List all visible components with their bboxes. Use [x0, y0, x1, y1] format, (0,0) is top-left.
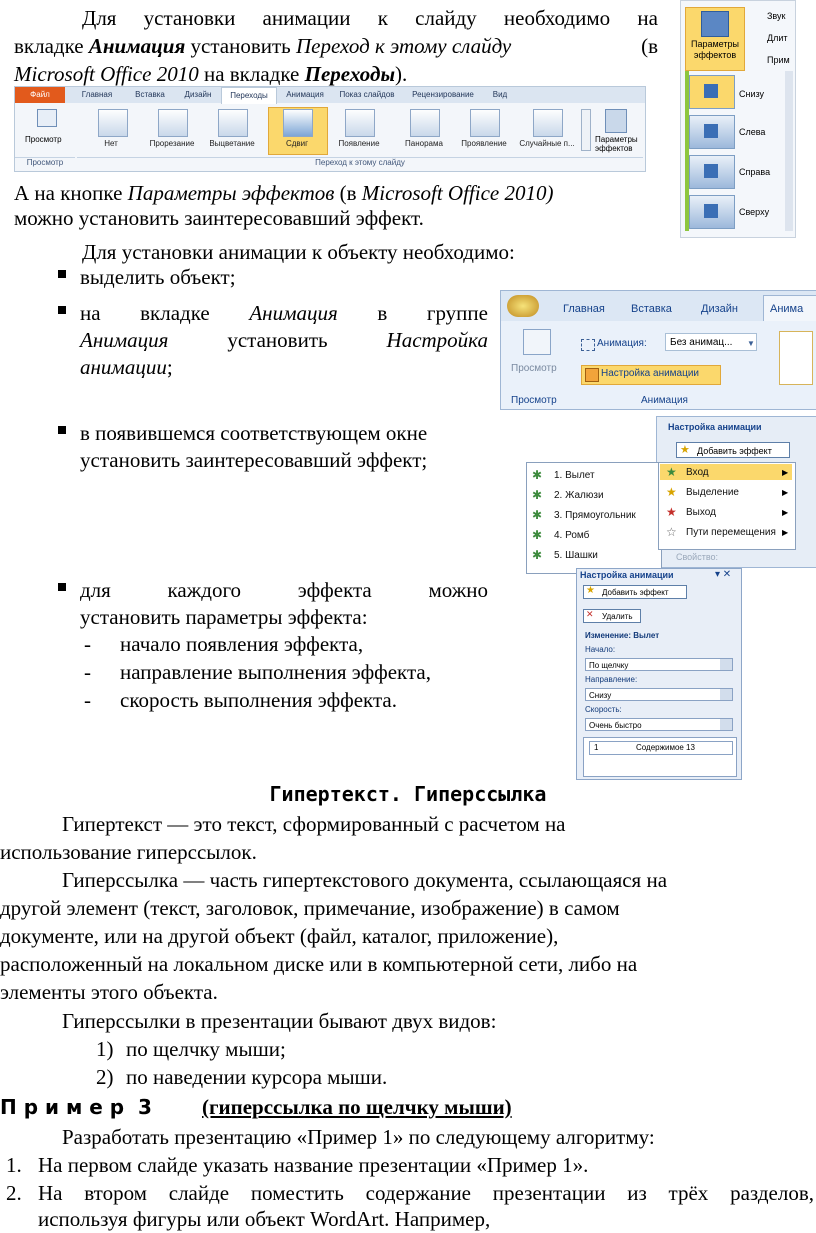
start-value: По щелчку — [589, 661, 629, 670]
add-effect-label: Добавить эффект — [602, 588, 669, 597]
effect-none-label: Нет — [104, 139, 118, 148]
animation-select[interactable] — [665, 333, 757, 351]
start-label: Начало: — [585, 645, 616, 654]
tab-slideshow[interactable]: Показ слайдов — [339, 90, 395, 99]
star-icon: ★ — [666, 485, 677, 499]
chevron-down-icon[interactable]: ▼ — [747, 339, 755, 348]
option-from-top-thumb[interactable] — [689, 195, 735, 229]
animation-label: Анимация: — [597, 338, 647, 349]
param-speed: скорость выполнения эффекта. — [120, 688, 397, 712]
step-2-line1: на вкладке Анимация в группе — [80, 301, 488, 325]
task-step-2-line2: используя фигуры или объект WordArt. Например, — [38, 1207, 491, 1231]
step-3-line1: в появившемся соответствующем окне — [80, 421, 428, 445]
type-2-number: 2) — [96, 1065, 114, 1089]
effect-options-label: Параметры эффектов — [691, 39, 739, 60]
sound-label[interactable]: Звук — [767, 11, 786, 21]
tab-transitions[interactable]: Переходы — [221, 87, 277, 104]
tab-insert[interactable]: Вставка — [135, 90, 165, 99]
animation-select-value: Без анимац... — [670, 337, 733, 348]
hyperlink-def-2: другой элемент (текст, заголовок, примечание, изображение) в самом — [0, 896, 620, 920]
menu-exit[interactable]: Выход — [686, 507, 716, 518]
option-from-top[interactable]: Сверху — [739, 207, 770, 217]
change-label: Изменение: Вылет — [585, 631, 660, 640]
speed-select[interactable] — [585, 718, 733, 731]
animation-icon — [581, 339, 595, 351]
custom-animation-label: Настройка анимации — [601, 368, 700, 379]
star-icon: ★ — [666, 505, 677, 519]
para1-line1: Для установки анимации к слайду необходимо на — [82, 6, 658, 30]
step-2-line3: анимации; — [80, 355, 173, 379]
star-icon: ✱ — [532, 468, 543, 482]
bullet-4 — [58, 583, 66, 591]
effect-fade-thumb[interactable] — [218, 109, 248, 137]
bullet-1 — [58, 270, 66, 278]
task-step-1-number: 1. — [6, 1153, 22, 1177]
tab-home[interactable]: Главная — [563, 303, 605, 315]
effect-cut-thumb[interactable] — [158, 109, 188, 137]
group-transition-label: Переход к этому слайду — [77, 157, 643, 171]
effect-fade-label: Выцветание — [209, 139, 255, 148]
preview-icon[interactable] — [523, 329, 551, 355]
param-start: начало появления эффекта, — [120, 632, 364, 656]
effect-options-button[interactable]: Параметры эффектов — [595, 135, 638, 153]
custom-animation-pane — [576, 568, 742, 780]
effect-options-panel — [680, 0, 796, 238]
hyperlink-types-intro: Гиперссылки в презентации бывают двух видов: — [62, 1009, 497, 1033]
effect-random-label: Случайные п... — [519, 139, 575, 148]
tab-review[interactable]: Рецензирование — [412, 90, 474, 99]
star-icon: ★ — [586, 585, 595, 596]
steps-intro: Для установки анимации к объекту необходимо: — [82, 240, 515, 264]
list-item[interactable] — [589, 741, 733, 755]
tab-home[interactable]: Главная — [81, 90, 113, 99]
property-hint: Свойство: — [676, 552, 719, 562]
task-step-2-number: 2. — [6, 1181, 22, 1205]
close-icon[interactable]: ▾ ✕ — [715, 569, 732, 580]
effect-pan-thumb[interactable] — [410, 109, 440, 137]
bullet-3 — [58, 426, 66, 434]
tab-animation[interactable]: Анимация — [286, 90, 324, 99]
speed-value: Очень быстро — [589, 721, 642, 730]
tab-animation[interactable]: Анима — [763, 295, 816, 321]
star-icon: ★ — [666, 465, 677, 479]
direction-label: Направление: — [585, 675, 638, 684]
effect-reveal-thumb[interactable] — [470, 109, 500, 137]
star-icon: ✱ — [532, 528, 543, 542]
remove-label: Удалить — [602, 612, 633, 621]
star-icon: ✱ — [532, 548, 543, 562]
menu-entrance[interactable]: Вход — [686, 467, 709, 478]
option-from-bottom[interactable]: Снизу — [739, 89, 765, 99]
menu-diamond[interactable]: 4. Ромб — [554, 530, 590, 541]
ribbon-tabs — [15, 87, 645, 103]
preview-button-label[interactable]: Просмотр — [25, 135, 62, 144]
menu-fly-in[interactable]: 1. Вылет — [554, 470, 595, 481]
office-button[interactable] — [507, 295, 539, 317]
hyperlink-def-1: Гиперссылка — часть гипертекстового документа, ссылающаяся на — [62, 868, 668, 892]
menu-box[interactable]: 3. Прямоугольник — [554, 510, 636, 521]
list-item-text: Содержимое 13 — [636, 743, 695, 752]
para1-line2: вкладке Анимация установить Переход к этому слайду (в — [14, 34, 658, 58]
menu-blinds[interactable]: 2. Жалюзи — [554, 490, 604, 501]
type-1-number: 1) — [96, 1037, 114, 1061]
hypertext-def-2: использование гиперссылок. — [0, 840, 257, 864]
option-from-left[interactable]: Слева — [739, 127, 766, 137]
star-icon: ✱ — [532, 508, 543, 522]
hyperlink-def-5: элементы этого объекта. — [0, 980, 218, 1004]
apply-label[interactable]: Прим — [767, 55, 790, 65]
task-step-2-line1: На втором слайде поместить содержание презентации из трёх разделов, — [38, 1181, 814, 1205]
menu-motion-paths[interactable]: Пути перемещения — [686, 527, 776, 538]
pane-title: Настройка анимации — [580, 570, 674, 580]
step-1: выделить объект; — [80, 265, 236, 289]
slide-thumb[interactable] — [779, 331, 813, 385]
chevron-right-icon: ▶ — [782, 528, 789, 537]
section-heading: Гипертекст. Гиперссылка — [269, 782, 547, 806]
speed-label: Скорость: — [585, 705, 622, 714]
tab-insert[interactable]: Вставка — [631, 303, 672, 315]
duration-label[interactable]: Длит — [767, 33, 788, 43]
hyperlink-def-3: документе, или на другой объект (файл, каталог, приложение), — [0, 924, 559, 948]
add-effect-menu-screenshot — [506, 416, 816, 572]
task-step-1: На первом слайде указать название презентации «Пример 1». — [38, 1153, 589, 1177]
step-4-line1: для каждого эффекта можно — [80, 578, 488, 602]
animation-ribbon-2007 — [500, 290, 816, 410]
effect-push-label: Сдвиг — [285, 139, 309, 148]
remove-icon: ✕ — [586, 609, 594, 619]
hypertext-def-1: Гипертекст — это текст, сформированный с расчетом на — [62, 812, 566, 836]
panel-scrollbar[interactable] — [785, 71, 793, 231]
task-intro: Разработать презентацию «Пример 1» по следующему алгоритму: — [62, 1125, 655, 1149]
effect-appear-label: Появление — [338, 139, 380, 148]
option-from-right-thumb[interactable] — [689, 155, 735, 189]
group-preview-label: Просмотр — [511, 395, 557, 406]
step-3-line2: установить заинтересовавший эффект; — [80, 448, 428, 472]
start-select[interactable] — [585, 658, 733, 671]
group-preview-label: Просмотр — [15, 157, 75, 171]
param-direction: направление выполнения эффекта, — [120, 660, 431, 684]
effect-none-thumb[interactable] — [98, 109, 128, 137]
preview-label[interactable]: Просмотр — [511, 363, 557, 374]
option-from-bottom-thumb[interactable] — [689, 75, 735, 109]
tab-file[interactable]: Файл — [15, 87, 65, 103]
gallery-scroll[interactable] — [581, 109, 591, 151]
option-from-right[interactable]: Справа — [739, 167, 771, 177]
effect-appear-thumb[interactable] — [345, 109, 375, 137]
list-item-number: 1 — [594, 743, 599, 752]
submenu-right-highlight — [660, 464, 792, 480]
chevron-right-icon: ▶ — [782, 468, 789, 477]
chevron-right-icon: ▶ — [782, 488, 789, 497]
dash-2: - — [84, 660, 91, 684]
add-effect-label: Добавить эффект — [697, 446, 772, 456]
star-icon: ☆ — [666, 525, 677, 539]
tab-design[interactable]: Дизайн — [701, 303, 738, 315]
pane-title: Настройка анимации — [668, 422, 762, 432]
dash-3: - — [84, 688, 91, 712]
tab-design[interactable]: Дизайн — [184, 90, 212, 99]
tab-view[interactable]: Вид — [492, 90, 508, 99]
effect-options-icon — [701, 11, 729, 37]
type-2: по наведении курсора мыши. — [126, 1065, 388, 1089]
effect-pan-label: Панорама — [405, 139, 443, 148]
group-animation-label: Анимация — [641, 395, 688, 406]
example-label: П р и м е р 3 — [0, 1095, 152, 1119]
direction-select[interactable] — [585, 688, 733, 701]
custom-animation-icon — [585, 368, 599, 382]
effect-cut-label: Прорезание — [149, 139, 195, 148]
menu-checkerboard[interactable]: 5. Шашки — [554, 550, 598, 561]
dash-1: - — [84, 632, 91, 656]
preview-icon[interactable] — [37, 109, 57, 127]
add-effect-button[interactable] — [676, 442, 790, 458]
chevron-right-icon: ▶ — [782, 508, 789, 517]
add-effect-button[interactable] — [583, 585, 687, 599]
menu-emphasis[interactable]: Выделение — [686, 487, 739, 498]
option-from-left-thumb[interactable] — [689, 115, 735, 149]
example-note: (гиперссылка по щелчку мыши) — [202, 1095, 512, 1119]
hyperlink-def-4: расположенный на локальном диске или в компьютерной сети, либо на — [0, 952, 638, 976]
direction-value: Снизу — [589, 691, 612, 700]
step-2-line2: Анимация установить Настройка — [80, 328, 488, 352]
para2-line1: А на кнопке Параметры эффектов (в Microsoft Office 2010) — [14, 181, 554, 205]
effect-options-icon — [605, 109, 627, 133]
effect-reveal-label: Проявление — [461, 139, 507, 148]
bullet-2 — [58, 306, 66, 314]
para2-line2: можно установить заинтересовавший эффект. — [14, 206, 424, 230]
para1-line3: Microsoft Office 2010 на вкладке Переходы). — [14, 62, 408, 86]
effect-random-thumb[interactable] — [533, 109, 563, 137]
type-1: по щелчку мыши; — [126, 1037, 286, 1061]
transitions-ribbon — [14, 86, 646, 172]
effect-push-thumb[interactable] — [283, 109, 313, 137]
step-4-line2: установить параметры эффекта: — [80, 605, 368, 629]
star-icon: ✱ — [532, 488, 543, 502]
star-icon: ★ — [680, 444, 690, 456]
